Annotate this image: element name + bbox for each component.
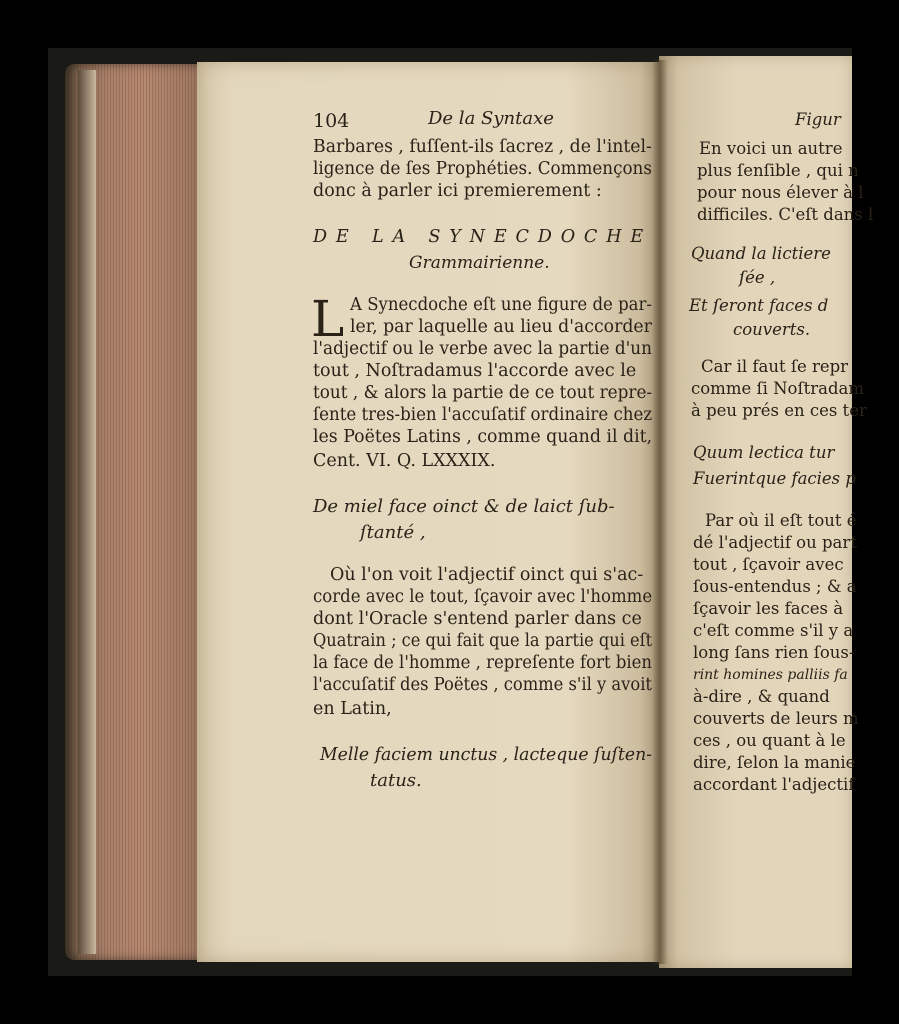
body-line: dont l'Oracle s'entend parler dans ce: [313, 609, 642, 629]
quote-line: De miel face oinct & de laict ſub-: [313, 496, 615, 517]
right-line: Quand la lictiere: [691, 244, 831, 263]
right-line: dé l'adjectif ou part: [693, 533, 857, 552]
right-line: rint homines palliis fa: [693, 667, 848, 683]
citation-line: Cent. VI. Q. LXXXIX.: [313, 451, 496, 471]
right-line: plus ſenſible , qui n: [697, 161, 859, 180]
right-line: Fuerintque facies p: [693, 469, 856, 488]
page-number: 104: [313, 110, 350, 132]
right-line: tout , ſçavoir avec: [693, 555, 844, 574]
body-line: les Poëtes Latins , comme quand il dit,: [313, 427, 653, 447]
body-line: Quatrain ; ce qui fait que la partie qui eſt: [313, 631, 653, 651]
right-line: dire, ſelon la manie: [693, 753, 856, 772]
right-line: Quum lectica tur: [693, 443, 835, 462]
right-line: couverts.: [733, 320, 811, 339]
right-line: à peu prés en ces ter: [691, 401, 867, 420]
body-line: A Synecdoche eſt une figure de par-: [350, 295, 653, 315]
right-line: ces , ou quant à le: [693, 731, 846, 750]
section-heading: DE LA SYNECDOCHE: [313, 226, 653, 247]
body-line: tout , & alors la partie de ce tout repre-: [313, 383, 653, 403]
body-line: la face de l'homme , repreſente fort bien: [313, 653, 653, 673]
body-line: l'accuſatif des Poëtes , comme s'il y avoit: [313, 675, 652, 695]
body-line: Où l'on voit l'adjectif oinct qui s'ac-: [330, 565, 644, 585]
right-line: c'eſt comme s'il y a: [693, 621, 854, 640]
right-line: long ſans rien ſous-: [693, 643, 855, 662]
body-line: Barbares , fuſſent-ils ſacrez , de l'intel-: [313, 137, 652, 157]
right-line: accordant l'adjectif: [693, 775, 855, 794]
right-page: [659, 56, 874, 968]
body-line: ligence de ſes Prophéties. Commençons: [313, 159, 652, 179]
right-line: ſée ,: [739, 268, 776, 287]
right-line: à-dire , & quand: [693, 687, 830, 706]
body-line: corde avec le tout, ſçavoir avec l'homme: [313, 587, 653, 607]
quote-line: ſtanté ,: [360, 522, 426, 543]
body-line: ſente tres-bien l'accuſatif ordinaire chez: [313, 405, 653, 425]
drop-cap: L: [311, 290, 345, 348]
right-line: ſçavoir les faces à: [693, 599, 844, 618]
right-line: Car il faut ſe repr: [701, 357, 849, 376]
book-gutter: [652, 60, 668, 964]
right-line: ſous-entendus ; & a: [693, 577, 857, 596]
cover-edge: [78, 70, 96, 954]
body-line: l'adjectif ou le verbe avec la partie d'un: [313, 339, 652, 359]
body-line: tout , Noſtradamus l'accorde avec le: [313, 361, 637, 381]
body-line: ler, par laquelle au lieu d'accorder: [350, 317, 652, 337]
quote-line: Melle faciem unctus , lacteque ſuſten-: [320, 744, 653, 765]
body-line: donc à parler ici premierement :: [313, 181, 602, 201]
section-subheading: Grammairienne.: [409, 253, 550, 273]
right-line: Et ſeront faces d: [689, 296, 829, 315]
right-line: difficiles. C'eſt dans l: [697, 205, 874, 224]
right-line: Par où il eſt tout é: [705, 511, 857, 530]
right-line: couverts de leurs m: [693, 709, 859, 728]
right-line: En voici un autre: [699, 139, 843, 158]
quote-line: tatus.: [370, 770, 422, 791]
body-line: en Latin,: [313, 699, 392, 719]
right-running-head: Figur: [795, 110, 841, 129]
right-line: pour nous élever à l: [697, 183, 864, 202]
running-head: De la Syntaxe: [428, 108, 554, 129]
right-line: comme ſi Noſtradam: [691, 379, 864, 398]
right-page-text: [659, 56, 874, 968]
